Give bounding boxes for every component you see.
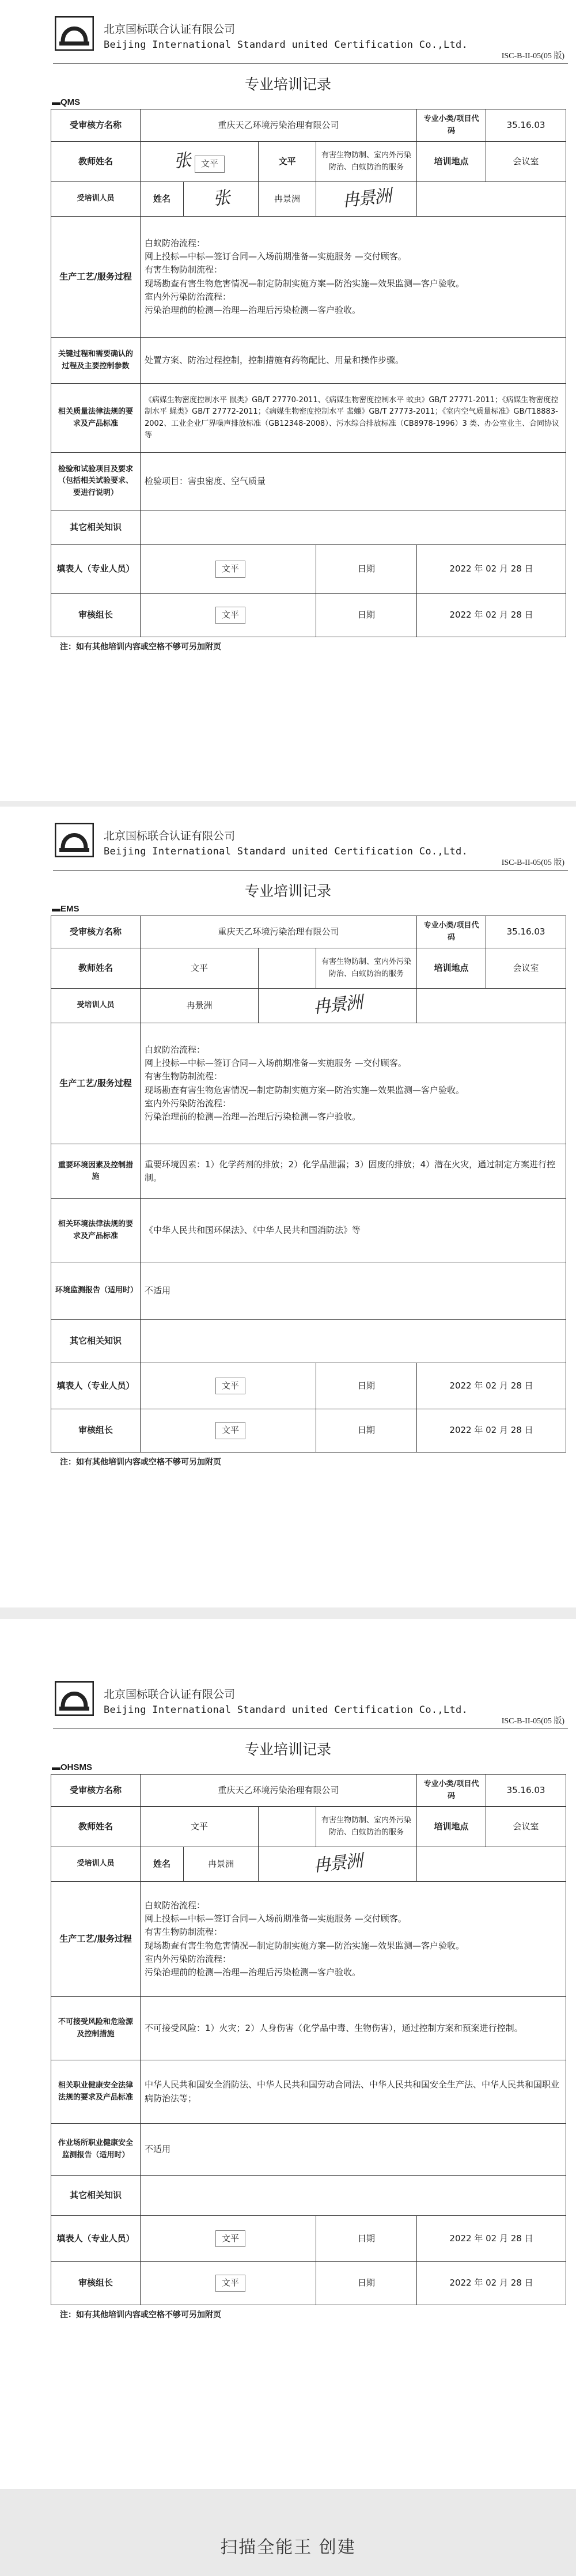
category-label: 专业小类/项目代码 — [417, 916, 486, 948]
category-label: 专业小类/项目代码 — [417, 109, 486, 142]
inspect-label: 作业场所职业健康安全监测报告（适用时） — [51, 2124, 141, 2176]
instructor-name-label: 文平 — [259, 142, 316, 182]
date-label: 日期 — [316, 545, 417, 594]
section-label: ▬OHSMS — [52, 1762, 93, 1772]
trainee-label: 受培训人员 — [51, 989, 141, 1023]
other-label: 其它相关知识 — [51, 510, 141, 545]
trainee-handwritten: 冉景洲 — [259, 989, 417, 1023]
category-label: 专业小类/项目代码 — [417, 1775, 486, 1807]
form-code: ISC-B-II-05(05 版) — [501, 52, 564, 60]
footnote: 注：如有其他培训内容或空格不够可另加附页 — [60, 2310, 221, 2320]
trainee-label: 受培训人员 — [51, 182, 141, 217]
client-value: 重庆天乙环境污染治理有限公司 — [141, 1775, 417, 1807]
form-page-ohsms — [0, 1619, 576, 2489]
doc-title: 专业培训记录 — [244, 76, 331, 93]
other-value — [141, 510, 566, 545]
process-label: 生产工艺/服务过程 — [51, 1882, 141, 1997]
training-content: 有害生物防制、室内外污染防治、白蚁防治的服务 — [316, 1807, 417, 1847]
inspect-value: 不适用 — [141, 2124, 566, 2176]
key-process-label: 重要环境因素及控制措施 — [51, 1144, 141, 1199]
key-process-value: 处置方案、防治过程控制，控制措施有药物配比、用量和操作步骤。 — [141, 338, 566, 384]
inspect-value: 不适用 — [141, 1262, 566, 1320]
preparer-date: 2022 年 02 月 28 日 — [417, 545, 566, 594]
name-label: 姓名 — [141, 1847, 184, 1882]
law-label: 相关职业健康安全法律法规的要求及产品标准 — [51, 2060, 141, 2124]
reviewer-date: 2022 年 02 月 28 日 — [417, 594, 566, 637]
date-label: 日期 — [316, 2262, 417, 2305]
key-process-value: 不可接受风险：1）火灾；2）人身伤害（化学品中毒、生物伤害），通过控制方案和预案进行控制。 — [141, 1997, 566, 2060]
reviewer-date: 2022 年 02 月 28 日 — [417, 2262, 566, 2305]
date-label: 日期 — [316, 1363, 417, 1409]
preparer-signature: 文平 — [141, 545, 316, 594]
location-label: 培训地点 — [417, 1807, 486, 1847]
client-label: 受审核方名称 — [51, 916, 141, 948]
org-name-en: Beijing International Standard united Certification Co.,Ltd. — [104, 39, 468, 51]
location-label: 培训地点 — [417, 142, 486, 182]
location-label: 培训地点 — [417, 948, 486, 989]
training-content: 有害生物防制、室内外污染防治、白蚁防治的服务 — [316, 948, 417, 989]
header-divider — [53, 1728, 568, 1729]
trainee-signature: 张 — [184, 182, 259, 217]
instructor-name: 文平 — [141, 948, 259, 989]
law-value: 中华人民共和国安全消防法、中华人民共和国劳动合同法、中华人民共和国安全生产法、中华人民共和国职业病防治法等； — [141, 2060, 566, 2124]
page-header — [0, 807, 576, 879]
org-name-en: Beijing International Standard united Certification Co.,Ltd. — [104, 1704, 468, 1716]
isc-logo-icon — [55, 1681, 94, 1716]
inspect-label: 环境监测报告（适用时） — [51, 1262, 141, 1320]
other-label: 其它相关知识 — [51, 1320, 141, 1363]
section-label: ▬EMS — [52, 904, 79, 914]
preparer-label: 填表人（专业人员） — [51, 2216, 141, 2262]
preparer-label: 填表人（专业人员） — [51, 1363, 141, 1409]
key-process-label: 关键过程和需要确认的过程及主要控制参数 — [51, 338, 141, 384]
form-code: ISC-B-II-05(05 版) — [501, 1717, 564, 1726]
date-label: 日期 — [316, 594, 417, 637]
reviewer-signature: 文平 — [141, 594, 316, 637]
category-value: 35.16.03 — [486, 916, 566, 948]
client-label: 受审核方名称 — [51, 109, 141, 142]
law-label: 相关环境法律法规的要求及产品标准 — [51, 1199, 141, 1262]
trainee-name: 冉景洲 — [259, 182, 316, 217]
process-label: 生产工艺/服务过程 — [51, 217, 141, 338]
footnote: 注：如有其他培训内容或空格不够可另加附页 — [60, 642, 221, 652]
form-code: ISC-B-II-05(05 版) — [501, 858, 564, 867]
preparer-signature: 文平 — [141, 1363, 316, 1409]
footnote: 注：如有其他培训内容或空格不够可另加附页 — [60, 1458, 221, 1467]
scanner-footer — [0, 2489, 576, 2576]
reviewer-signature: 文平 — [141, 2262, 316, 2305]
org-name-cn: 北京国标联合认证有限公司 — [104, 1688, 236, 1701]
process-label: 生产工艺/服务过程 — [51, 1023, 141, 1144]
other-label: 其它相关知识 — [51, 2176, 141, 2216]
date-label: 日期 — [316, 2216, 417, 2262]
process-value: 白蚁防治流程： 网上投标—中标—签订合同—入场前期准备—实施服务 —交付顾客。 有害生物防制流程： 现场勘查有害生物危害情况—制定防制实施方案—防治实施—效果监测—客户验收。 室内外污染防治流程： 污染治理前的检测—治理—治理后污染检测—客户验收。 — [141, 217, 566, 338]
reviewer-label: 审核组长 — [51, 2262, 141, 2305]
location-value: 会议室 — [486, 948, 566, 989]
key-process-value: 重要环境因素：1）化学药剂的排放；2）化学品泄漏；3）固废的排放；4）潜在火灾，通过制定方案进行控制。 — [141, 1144, 566, 1199]
trainee-name: 冉景洲 — [141, 989, 259, 1023]
trainee-name: 冉景洲 — [184, 1847, 259, 1882]
doc-title: 专业培训记录 — [244, 883, 331, 899]
training-content: 有害生物防制、室内外污染防治、白蚁防治的服务 — [316, 142, 417, 182]
other-value — [141, 1320, 566, 1363]
org-name-cn: 北京国标联合认证有限公司 — [104, 23, 236, 36]
instructor-label: 教师姓名 — [51, 1807, 141, 1847]
client-value: 重庆天乙环境污染治理有限公司 — [141, 109, 417, 142]
instructor-blank — [259, 1807, 316, 1847]
preparer-signature: 文平 — [141, 2216, 316, 2262]
key-process-label: 不可接受风险和危险源及控制措施 — [51, 1997, 141, 2060]
client-value: 重庆天乙环境污染治理有限公司 — [141, 916, 417, 948]
process-value: 白蚁防治流程： 网上投标—中标—签订合同—入场前期准备—实施服务 —交付顾客。 有害生物防制流程： 现场勘查有害生物危害情况—制定防制实施方案—防治实施—效果监测—客户验收。 室内外污染防治流程： 污染治理前的检测—治理—治理后污染检测—客户验收。 — [141, 1023, 566, 1144]
trainee-handwritten: 冉景洲 — [316, 182, 417, 217]
process-value: 白蚁防治流程： 网上投标—中标—签订合同—入场前期准备—实施服务 —交付顾客。 有害生物防制流程： 现场勘查有害生物危害情况—制定防制实施方案—防治实施—效果监测—客户验收。 室内外污染防治流程： 污染治理前的检测—治理—治理后污染检测—客户验收。 — [141, 1882, 566, 1997]
training-record-table — [51, 109, 566, 637]
location-value: 会议室 — [486, 1807, 566, 1847]
form-page-qms — [0, 0, 576, 801]
isc-logo-icon — [55, 823, 94, 857]
training-record-table — [51, 916, 566, 1452]
law-value: 《病媒生物密度控制水平 鼠类》GB/T 27770-2011、《病媒生物密度控制水平 蚊虫》GB/T 27771-2011；《病媒生物密度控制水平 蝇类》GB/T 27772-2011；《病媒生物密度控制水平 蜚蠊》GB/T 27773-2011；《室内空气质量标准》GB/T18883-2002、工业企业厂界噪声排放标准（GB12348-2008）、污水综合排放标准（CB8978-1996）3 类、办公室业主、合同协议等 — [141, 384, 566, 453]
client-label: 受审核方名称 — [51, 1775, 141, 1807]
law-label: 相关质量法律法规的要求及产品标准 — [51, 384, 141, 453]
location-value: 会议室 — [486, 142, 566, 182]
section-label: ▬QMS — [52, 97, 81, 107]
empty-cell — [417, 182, 566, 217]
trainee-handwritten: 冉景洲 — [259, 1847, 417, 1882]
instructor-signature: 张 文平 — [141, 142, 259, 182]
reviewer-date: 2022 年 02 月 28 日 — [417, 1409, 566, 1452]
reviewer-label: 审核组长 — [51, 594, 141, 637]
isc-logo-icon — [55, 16, 94, 51]
page-header — [0, 0, 576, 72]
doc-title: 专业培训记录 — [244, 1741, 331, 1758]
inspect-label: 检验和试验项目及要求（包括相关试验要求、要进行说明） — [51, 453, 141, 510]
category-value: 35.16.03 — [486, 1775, 566, 1807]
preparer-date: 2022 年 02 月 28 日 — [417, 2216, 566, 2262]
header-divider — [53, 870, 568, 871]
form-page-ems — [0, 807, 576, 1607]
reviewer-label: 审核组长 — [51, 1409, 141, 1452]
inspect-value: 检验项目：害虫密度、空气质量 — [141, 453, 566, 510]
trainee-label: 受培训人员 — [51, 1847, 141, 1882]
category-value: 35.16.03 — [486, 109, 566, 142]
preparer-label: 填表人（专业人员） — [51, 545, 141, 594]
instructor-label: 教师姓名 — [51, 948, 141, 989]
page-header — [0, 1665, 576, 1737]
date-label: 日期 — [316, 1409, 417, 1452]
org-name-cn: 北京国标联合认证有限公司 — [104, 830, 236, 842]
instructor-name: 文平 — [141, 1807, 259, 1847]
other-value — [141, 2176, 566, 2216]
preparer-date: 2022 年 02 月 28 日 — [417, 1363, 566, 1409]
empty-cell — [417, 1847, 566, 1882]
instructor-label: 教师姓名 — [51, 142, 141, 182]
org-name-en: Beijing International Standard united Certification Co.,Ltd. — [104, 846, 468, 857]
instructor-blank — [259, 948, 316, 989]
name-label: 姓名 — [141, 182, 184, 217]
reviewer-signature: 文平 — [141, 1409, 316, 1452]
scanner-watermark: 扫描全能王 创建 — [220, 2537, 356, 2558]
empty-cell — [417, 989, 566, 1023]
law-value: 《中华人民共和国环保法》、《中华人民共和国消防法》等 — [141, 1199, 566, 1262]
training-record-table — [51, 1774, 566, 2305]
header-divider — [53, 63, 568, 64]
